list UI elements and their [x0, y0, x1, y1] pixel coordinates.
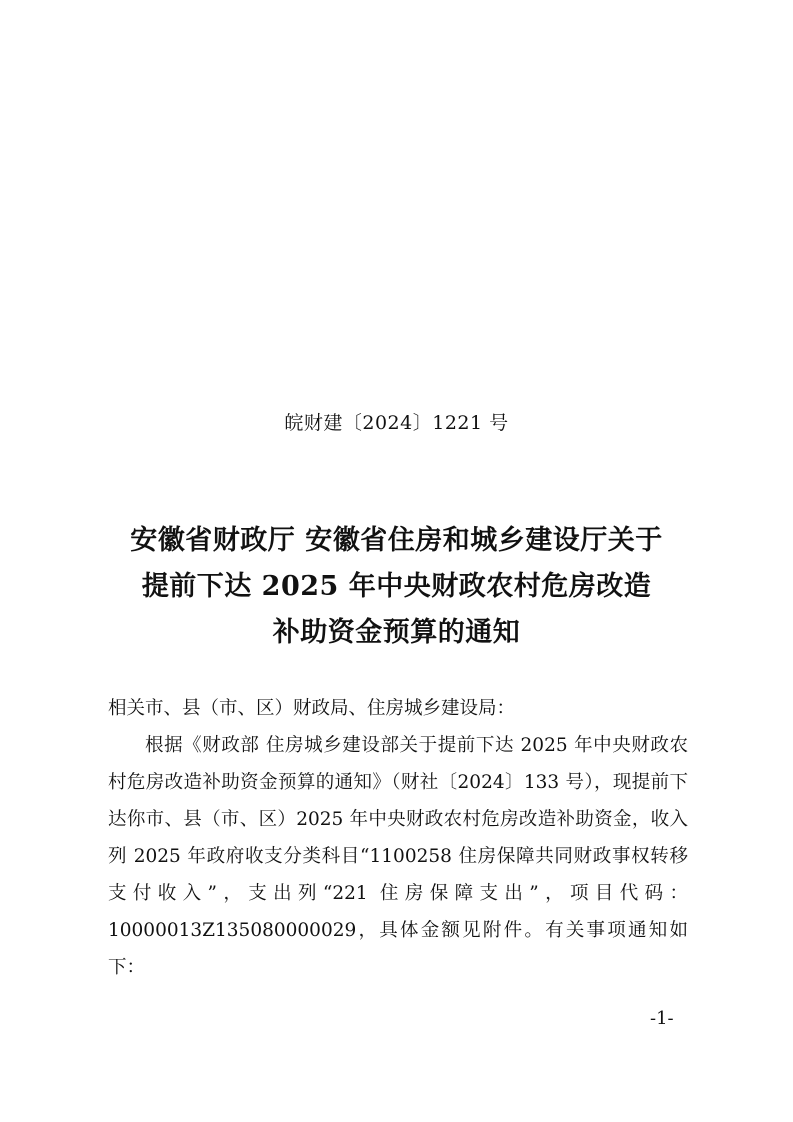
document-number: 皖财建〔2024〕1221 号: [284, 412, 509, 434]
title-line-2: 提前下达 2025 年中央财政农村危房改造: [141, 571, 652, 602]
title-line-3: 补助资金预算的通知: [272, 617, 521, 648]
body-paragraph: 根据《财政部 住房城乡建设部关于提前下达 2025 年中央财政农村危房改造补助资金预算的通知》（财社〔2024〕133 号），现提前下达你市、县（市、区）2025 年中央财政农村危房改造补助资金，收入列 2025 年政府收支分类科目“1100258 住房保障共同财政事权转移支付收入”，支出列“221 住房保障支出”，项目代码：10000013Z135080000029，具体金额见附件。有关事项通知如下：: [108, 735, 688, 978]
page-number: -1-: [650, 1008, 674, 1029]
salutation: 相关市、县（市、区）财政局、住房城乡建设局：: [108, 698, 516, 719]
document-title: [0, 518, 793, 656]
title-line-1: 安徽省财政厅 安徽省住房和城乡建设厅关于: [130, 525, 663, 556]
document-body: [108, 690, 688, 986]
